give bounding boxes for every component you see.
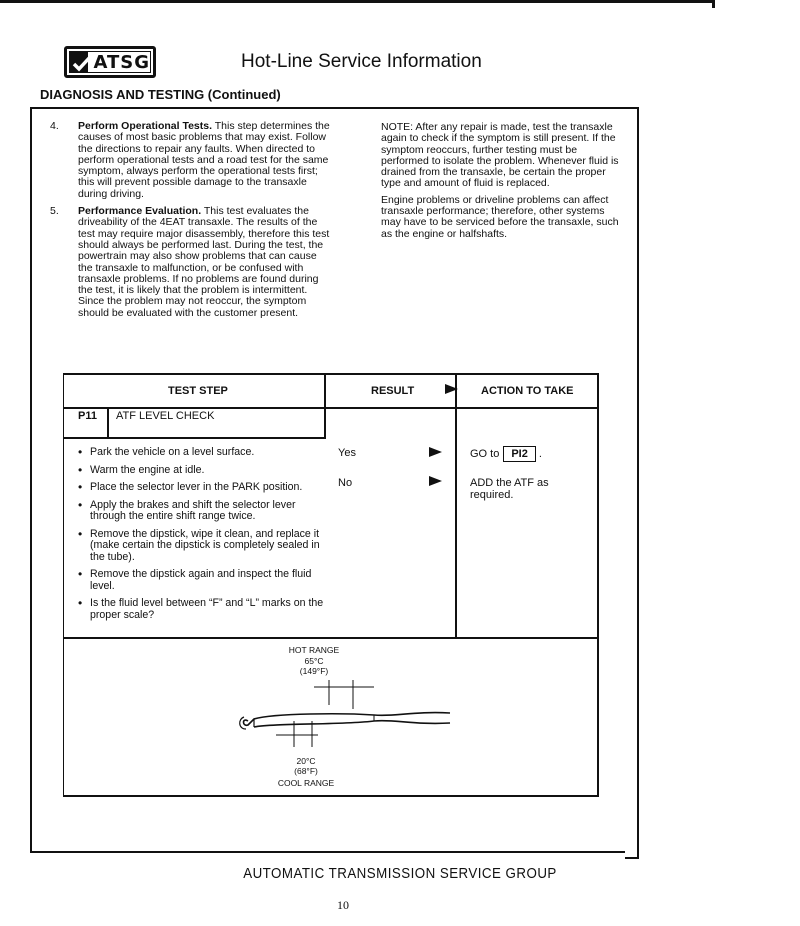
test-name: ATF LEVEL CHECK <box>116 410 215 422</box>
test-name-right <box>324 407 326 437</box>
result-yes: Yes <box>338 447 356 459</box>
logo-text: ATSG <box>93 51 150 73</box>
atsg-logo <box>64 46 156 78</box>
test-step-table <box>63 373 599 797</box>
cool-range-fahrenheit: (68°F) <box>294 766 318 776</box>
hot-range-label: HOT RANGE <box>288 645 340 655</box>
item-heading: Performance Evaluation. <box>78 205 202 218</box>
footer-text: AUTOMATIC TRANSMISSION SERVICE GROUP <box>243 866 557 882</box>
item-text: This step determines the causes of most basic problems that may exist. Follow the directions to repair any faults. When directed to perform operational tests and a road test for the same symptom, always perform the operational tests first; this will prevent possible damage to the transaxle during driving. <box>78 120 330 200</box>
item-number: 5. <box>50 205 59 218</box>
action-goto-suffix: . <box>538 448 542 460</box>
top-rule-corner <box>712 0 715 8</box>
arrow-right-icon <box>429 447 442 457</box>
header-result: RESULT <box>371 385 415 397</box>
list-item: • Apply the brakes and shift the selector lever through the entire shift range twice. <box>78 500 330 523</box>
left-column <box>50 121 332 325</box>
header-rule <box>64 407 598 409</box>
cool-range-celsius: 20°C <box>296 756 316 766</box>
goto-pi2-link[interactable]: PI2 <box>503 446 536 462</box>
list-item <box>50 121 332 200</box>
note-paragraph: NOTE: After any repair is made, test the transaxle again to check if the symptom is still present. If the symptom reoccurs, further testing must be performed to isolate the problem. Whenever fluid is drained from the transaxle, be certain the proper type and amount of fluid is replaced. <box>381 121 619 190</box>
item-heading: Perform Operational Tests. <box>78 120 213 132</box>
item-text: This test evaluates the driveability of the 4EAT transaxle. The results of the test may require major disassembly, therefore this test should always be performed last. During the test, the powertrain may also show problems that can cause the transaxle to malfunction, or be confused with transaxle problems. If no problems are found during the test, it is likely that the problem is intermittent. Since the problem may not reoccur, the symptom should be evaluated with the customer present. <box>78 205 330 319</box>
frame-border-right <box>637 107 639 859</box>
test-id-rule <box>64 437 326 439</box>
top-rule <box>0 0 712 3</box>
column-divider <box>455 375 457 639</box>
page-number: 10 <box>337 898 349 912</box>
frame-border-left <box>30 107 32 853</box>
frame-border-bottom <box>30 851 625 853</box>
page-title: Hot-Line Service Information <box>241 51 482 72</box>
action-no: ADD the ATF as required. <box>470 477 549 501</box>
dipstick-illustration <box>234 675 464 755</box>
item-number: 4. <box>50 120 59 132</box>
list-item: • Warm the engine at idle. <box>78 465 330 477</box>
action-goto-label: GO to <box>470 448 500 460</box>
cool-range-label: COOL RANGE <box>277 778 335 788</box>
test-id: P11 <box>78 410 97 422</box>
diagram-rule <box>64 637 598 639</box>
list-item: • Remove the dipstick again and inspect the fluid level. <box>78 569 330 592</box>
hot-range-celsius: 65°C <box>304 656 324 666</box>
frame-border-bottom-right <box>625 857 639 859</box>
test-id-divider <box>107 407 109 437</box>
engine-paragraph: Engine problems or driveline problems can affect transaxle performance; therefore, other systems may have to be serviced before the transaxle, such as the engine or halfshafts. <box>381 193 619 240</box>
arrow-right-icon <box>445 384 458 394</box>
list-item: • Is the fluid level between “F” and “L” marks on the proper scale? <box>78 598 330 621</box>
header-test-step: TEST STEP <box>168 385 228 397</box>
list-item: • Park the vehicle on a level surface. <box>78 447 330 459</box>
logo-check-icon <box>70 52 88 72</box>
arrow-right-icon <box>429 476 442 486</box>
right-column <box>381 122 621 245</box>
frame-border-top <box>30 107 639 109</box>
list-item: • Remove the dipstick, wipe it clean, and replace it (make certain the dipstick is completely sealed in the tube). <box>78 529 330 564</box>
hot-range-fahrenheit: (149°F) <box>299 666 329 676</box>
header-action: ACTION TO TAKE <box>481 385 574 397</box>
list-item: • Place the selector lever in the PARK position. <box>78 482 330 494</box>
action-yes <box>470 446 542 462</box>
result-no: No <box>338 477 353 489</box>
test-steps-list <box>78 447 330 627</box>
section-title: DIAGNOSIS AND TESTING (Continued) <box>40 87 281 102</box>
list-item <box>50 206 332 319</box>
